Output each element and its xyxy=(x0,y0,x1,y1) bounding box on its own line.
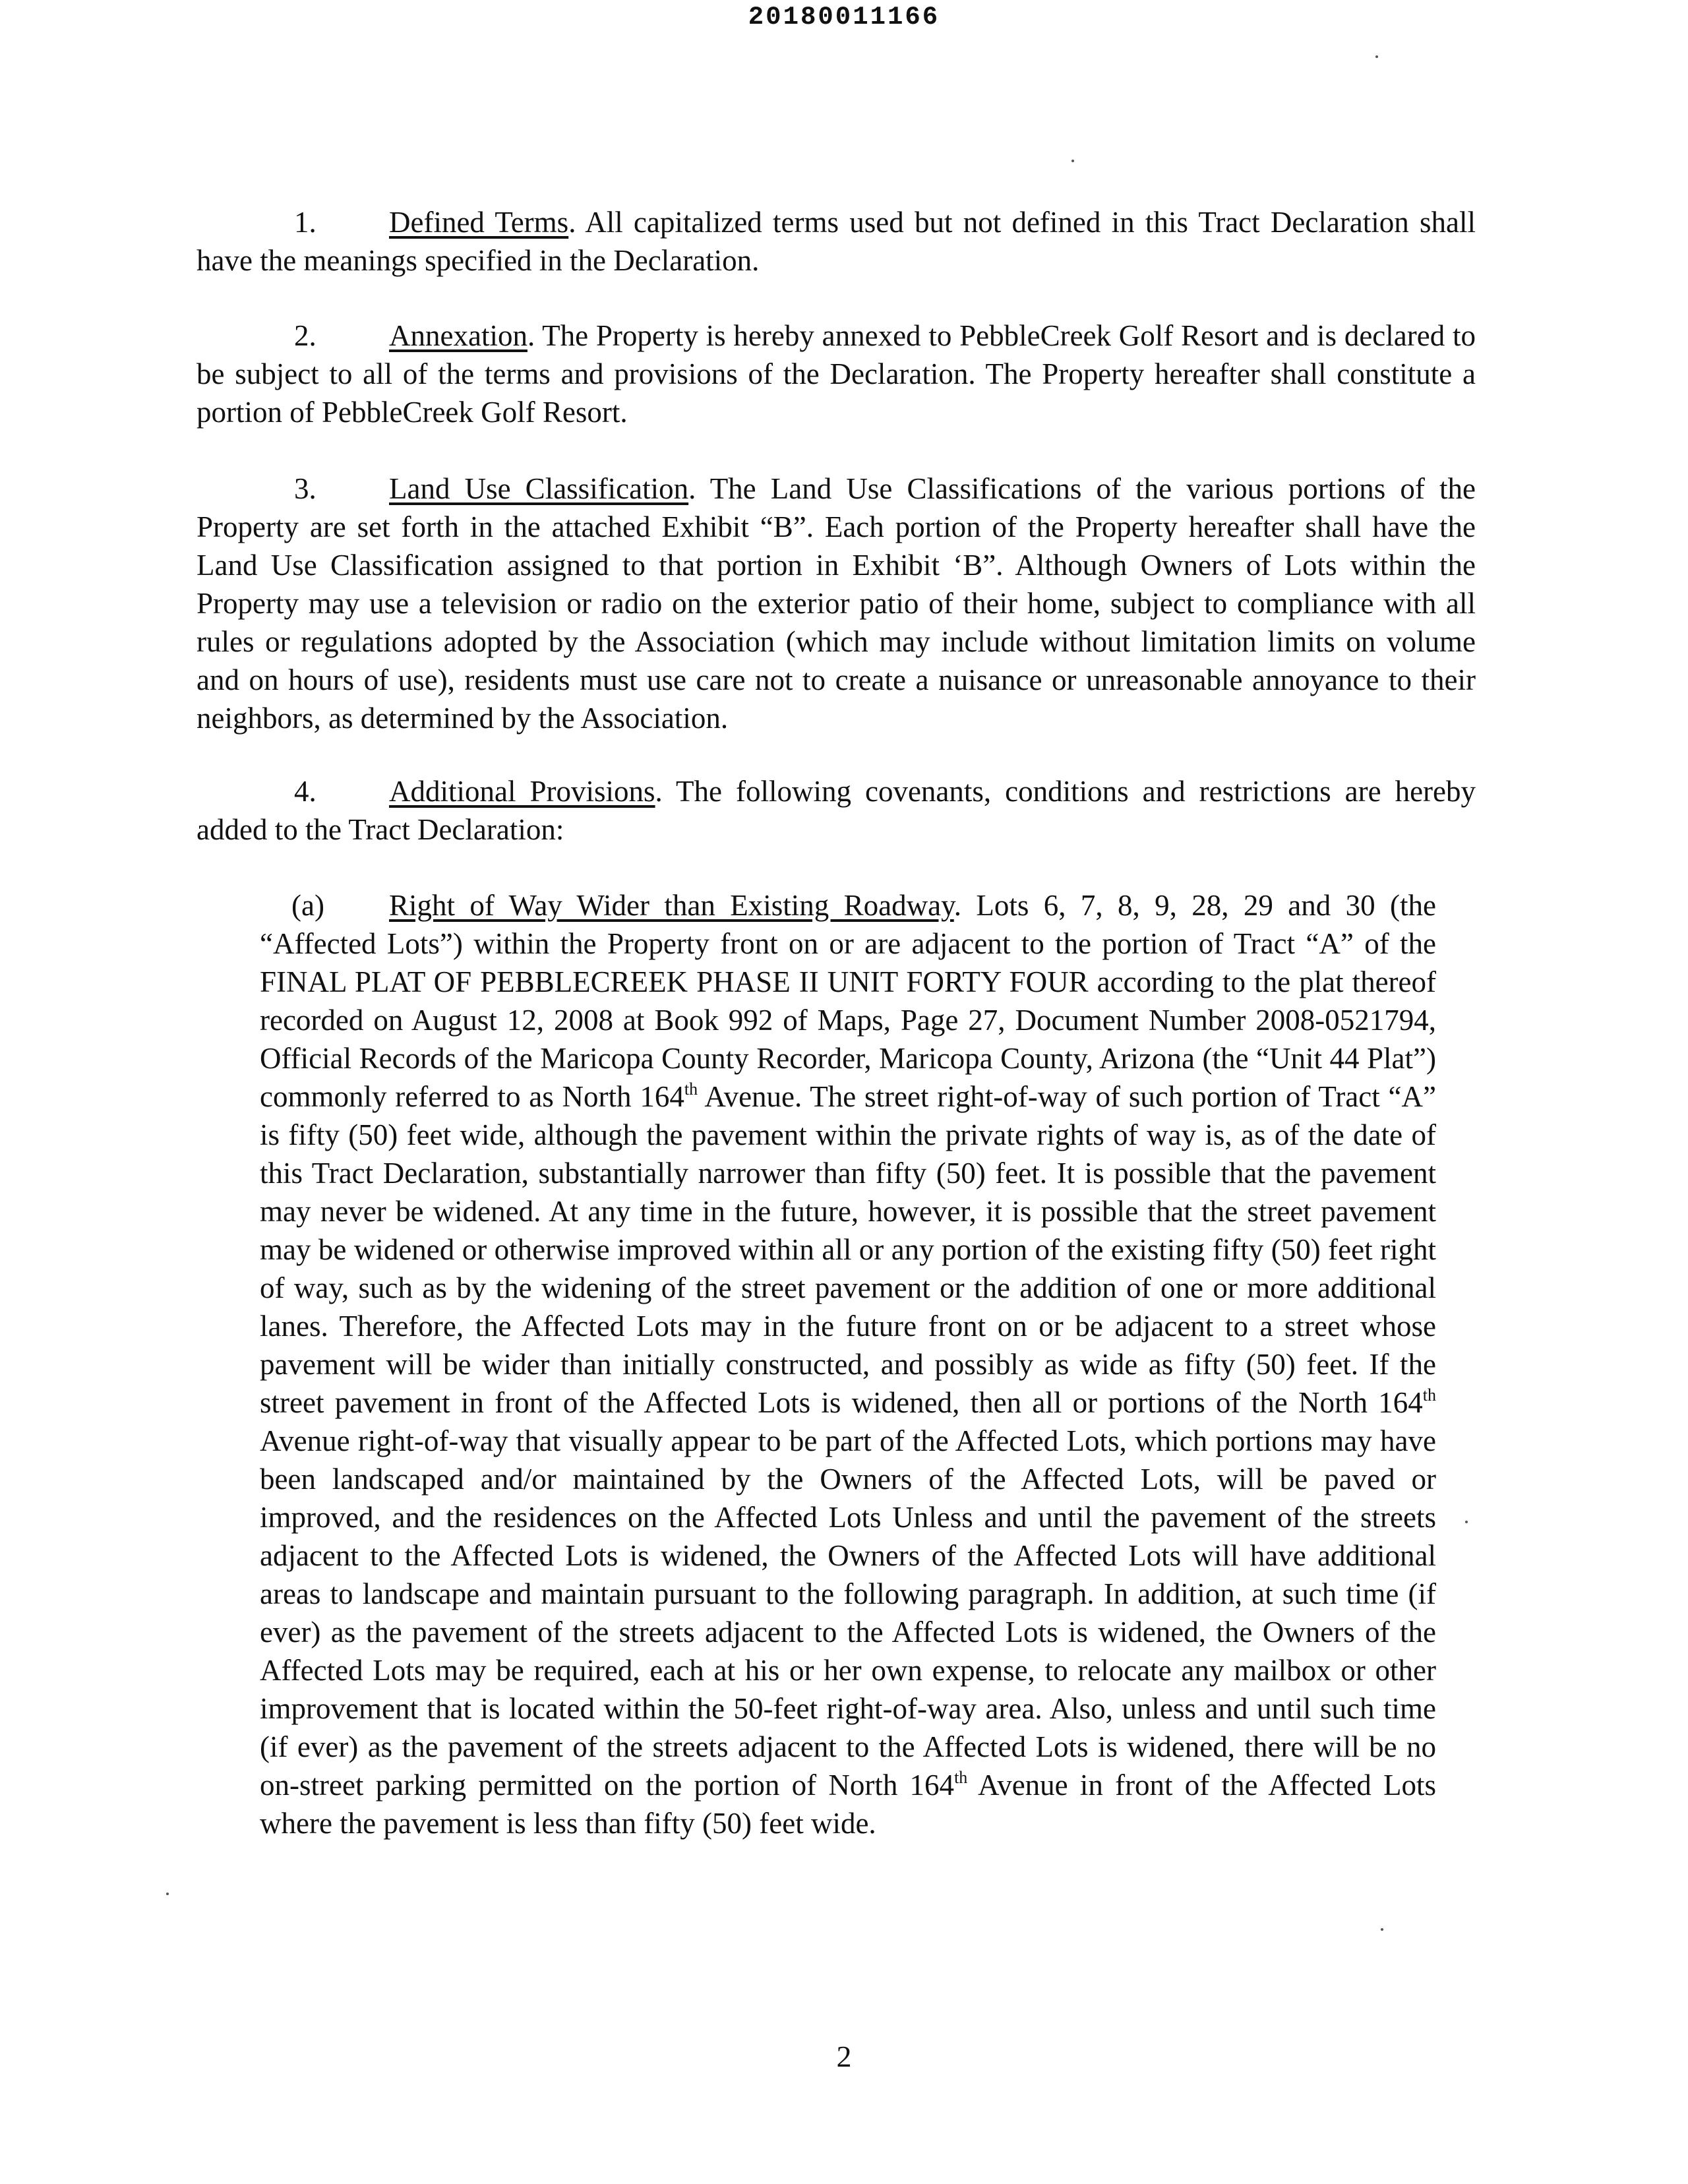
paragraph-number: 2. xyxy=(294,319,316,352)
paragraph-number: 3. xyxy=(294,472,316,505)
paragraph-number: 1. xyxy=(294,206,316,239)
scan-speck xyxy=(1465,1521,1468,1523)
subparagraph-heading: Right of Way Wider than Existing Roadway xyxy=(389,889,954,922)
scan-speck xyxy=(1071,160,1074,162)
page-number: 2 xyxy=(836,2040,852,2073)
paragraph-body: . The Land Use Classifications of the various portions of the Property are set forth in the attached Exhibit “B”. Each portion of the Property hereafter shall have the Land Use Classification assigned to that portion in Exhibit ‘B”. Although Owners of Lots within the Property may use a television or radio on the exterior patio of their home, subject to compliance with all rules or regulations adopted by the Association (which may include without limitation limits on volume and on hours of use), residents must use care not to create a nuisance or unreasonable annoyance to their neighbors, as determined by the Association. xyxy=(196,472,1476,735)
subparagraph-body-part: Avenue. The street right-of-way of such portion of Tract “A” is fifty (50) feet wide, although the pavement within the private rights of way is, as of the date of this Tract Declaration, substantially narrower than fifty (50) feet. It is possible that the pavement may never be widened. At any time in the future, however, it is possible that the street pavement may be widened or otherwise improved within all or any portion of the existing fifty (50) feet right of way, such as by the widening of the street pavement or the addition of one or more additional lanes. Therefore, the Affected Lots may in the future front on or be adjacent to a street whose pavement will be wider than initially constructed, and possibly as wide as fifty (50) feet. If the street pavement in front of the Affected Lots is widened, then all or portions of the North 164 xyxy=(260,1080,1436,1419)
paragraph-body: . The Property is hereby annexed to PebbleCreek Golf Resort and is declared to be subject to all of the terms and provisions of the Declaration. The Property hereafter shall constitute a portion of PebbleCreek Golf Resort. xyxy=(196,319,1476,429)
recording-number: 20180011166 xyxy=(748,3,940,32)
scan-speck xyxy=(1375,55,1378,58)
subparagraph-body-part: . Lots 6, 7, 8, 9, 28, 29 and 30 (the “Affected Lots”) within the Property front on or are adjacent to the portion of Tract “A” of the FINAL PLAT OF PEBBLECREEK PHASE II UNIT FORTY FOUR according to the plat thereof recorded on August 12, 2008 at Book 992 of Maps, Page 27, Document Number 2008-0521794, Official Records of the Maricopa County Recorder, Maricopa County, Arizona (the “Unit 44 Plat”) commonly referred to as North 164 xyxy=(260,889,1437,1113)
paragraph-2 xyxy=(196,317,1476,431)
paragraph-1 xyxy=(196,203,1476,280)
ordinal-superscript: th xyxy=(1422,1385,1436,1405)
paragraph-4 xyxy=(196,772,1476,849)
paragraph-heading: Additional Provisions xyxy=(389,775,655,808)
paragraph-heading: Annexation xyxy=(389,319,528,352)
paragraph-3 xyxy=(196,470,1476,737)
paragraph-heading: Land Use Classification xyxy=(389,472,689,505)
paragraph-heading: Defined Terms xyxy=(389,206,569,239)
subparagraph-body-part: Avenue right-of-way that visually appear to be part of the Affected Lots, which portions may have been landscaped and/or maintained by the Owners of the Affected Lots, will be paved or improved, and the residences on the Affected Lots Unless and until the pavement of the streets adjacent to the Affected Lots is widened, the Owners of the Affected Lots will have additional areas to landscape and maintain pursuant to the following paragraph. In addition, at such time (if ever) as the pavement of the streets adjacent to the Affected Lots is widened, the Owners of the Affected Lots may be required, each at his or her own expense, to relocate any mailbox or other improvement that is located within the 50-feet right-of-way area. Also, unless and until such time (if ever) as the pavement of the streets adjacent to the Affected Lots is widened, there will be no on-street parking permitted on the portion of North 164 xyxy=(260,1424,1436,1802)
paragraph-body: . The following covenants, conditions and restrictions are hereby added to the Tract Declaration: xyxy=(196,775,1476,846)
paragraph-body: . All capitalized terms used but not defined in this Tract Declaration shall have the meanings specified in the Declaration. xyxy=(196,206,1476,277)
scan-speck xyxy=(166,1893,169,1895)
ordinal-superscript: th xyxy=(684,1079,698,1099)
subparagraph-label: (a) xyxy=(291,889,324,922)
subparagraph-body-part: Avenue in front of the Affected Lots where the pavement is less than fifty (50) feet wide. xyxy=(260,1769,1437,1840)
ordinal-superscript: th xyxy=(954,1768,968,1787)
subparagraph-a xyxy=(260,886,1436,1842)
scan-speck xyxy=(1381,1928,1383,1931)
paragraph-number: 4. xyxy=(294,775,316,808)
